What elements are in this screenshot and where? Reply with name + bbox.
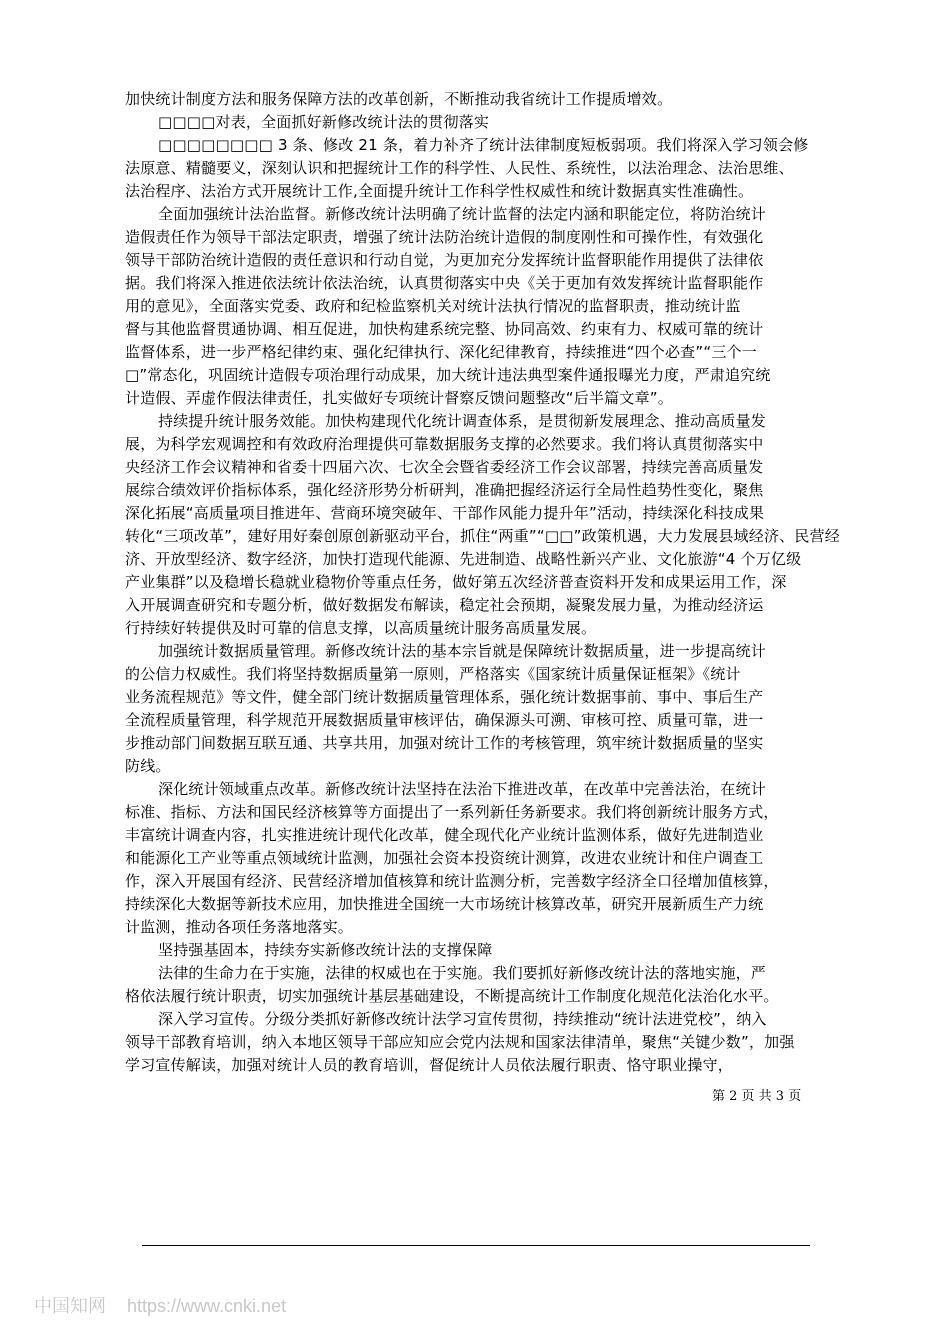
paragraph-line: 格依法履行统计职责，切实加强统计基层基础建设，不断提高统计工作制度化规范化法治化水平。 [125,987,779,1005]
paragraph-line: 深化拓展“高质量项目推进年、营商环境突破年、干部作风能力提升年”活动，持续深化科技成果 [125,504,765,522]
paragraph-line: 持续深化大数据等新技术应用，加快推进全国统一大市场统计核算改革，研究开展新质生产力统 [125,895,764,913]
paragraph-line: 防线。 [125,757,171,775]
page-number: 第 2 页 共 3 页 [712,1089,802,1104]
paragraph-line: 产业集群”以及稳增长稳就业稳物价等重点任务，做好第五次经济普查资料开发和成果运用工作，深 [125,573,787,591]
paragraph-line: 持续提升统计服务效能。加快构建现代化统计调查体系，是贯彻新发展理念、推动高质量发 [158,412,767,430]
paragraph-line: 深入学习宣传。分级分类抓好新修改统计法学习宣传贯彻，持续推动“统计法进党校”，纳入 [158,1010,767,1028]
section-heading: □□□□对表，全面抓好新修改统计法的贯彻落实 [158,113,490,131]
paragraph-line: 作，深入开展国有经济、民营经济增加值核算和统计监测分析，完善数字经济全口径增加值核算， [125,872,779,890]
paragraph-line: 标准、指标、方法和国民经济核算等方面提出了一系列新任务新要求。我们将创新统计服务方式， [125,803,779,821]
source-watermark [34,1293,286,1319]
paragraph-line: 计造假、弄虚作假法律责任，扎实做好专项统计督察反馈问题整改“后半篇文章”。 [125,389,673,407]
paragraph-line: 行持续好转提供及时可靠的信息支撑，以高质量统计服务高质量发展。 [125,619,597,637]
paragraph-line: 全流程质量管理，科学规范开展数据质量审核评估，确保源头可溯、审核可控、质量可靠，进一 [125,711,764,729]
paragraph-line: 业务流程规范》等文件，健全部门统计数据质量管理体系，强化统计数据事前、事中、事后生产 [125,688,764,706]
paragraph-line: □□□□□□□□ 3 条、修改 21 条，着力补齐了统计法律制度短板弱项。我们将深入学习领会修 [158,136,809,154]
paragraph-line: 督与其他监督贯通协调、相互促进，加快构建系统完整、协同高效、约束有力、权威可靠的统计 [125,320,764,338]
paragraph-line: 加快统计制度方法和服务保障方法的改革创新，不断推动我省统计工作提质增效。 [125,90,673,108]
paragraph-line: □”常态化，巩固统计造假专项治理行动成果，加大统计违法典型案件通报曝光力度，严肃追究统 [125,366,771,384]
paragraph-line: 深化统计领域重点改革。新修改统计法坚持在法治下推进改革，在改革中完善法治，在统计 [158,780,767,798]
paragraph-line: 法治程序、法治方式开展统计工作,全面提升统计工作科学性权威性和统计数据真实性准确性。 [125,182,754,200]
paragraph-line: 法原意、精髓要义，深刻认识和把握统计工作的科学性、人民性、系统性，以法治理念、法治思维、 [125,159,794,177]
paragraph-line: 据。我们将深入推进依法统计依法治统，认真贯彻落实中央《关于更加有效发挥统计监督职能作 [125,274,764,292]
paragraph-line: 展综合绩效评价指标体系，强化经济形势分析研判，准确把握经济运行全局性趋势性变化，聚焦 [125,481,764,499]
paragraph-line: 丰富统计调查内容，扎实推进统计现代化改革，健全现代化产业统计监测体系，做好先进制造业 [125,826,764,844]
paragraph-line: 加强统计数据质量管理。新修改统计法的基本宗旨就是保障统计数据质量，进一步提高统计 [158,642,767,660]
paragraph-line: 步推动部门间数据互联互通、共享共用，加强对统计工作的考核管理，筑牢统计数据质量的坚实 [125,734,764,752]
paragraph-line: 的公信力权威性。我们将坚持数据质量第一原则，严格落实《国家统计质量保证框架》《统计 [125,665,741,683]
paragraph-line: 领导干部防治统计造假的责任意识和行动自觉，为更加充分发挥统计监督职能作用提供了法律依 [125,251,764,269]
paragraph-line: 用的意见》，全面落实党委、政府和纪检监察机关对统计法执行情况的监督职责，推动统计监 [125,297,741,315]
section-heading: 坚持强基固本，持续夯实新修改统计法的支撑保障 [158,941,493,959]
paragraph-line: 计监测，推动各项任务落地落实。 [125,918,354,936]
footer-divider [142,1245,810,1246]
paragraph-line: 造假责任作为领导干部法定职责，增强了统计法防治统计造假的制度刚性和可操作性，有效强化 [125,228,764,246]
paragraph-line: 济、开放型经济、数字经济，加快打造现代能源、先进制造、战略性新兴产业、文化旅游“4 个万亿级 [125,550,802,568]
paragraph-line: 监督体系，进一步严格纪律约束、强化纪律执行、深化纪律教育，持续推进“四个必查”“三个一 [125,343,757,361]
paragraph-line: 学习宣传解读，加强对统计人员的教育培训，督促统计人员依法履行职责、恪守职业操守， [125,1056,734,1074]
watermark-url: https://www.cnki.net [127,1296,287,1316]
paragraph-line: 法律的生命力在于实施，法律的权威也在于实施。我们要抓好新修改统计法的落地实施，严 [158,964,767,982]
paragraph-line: 央经济工作会议精神和省委十四届六次、七次全会暨省委经济工作会议部署，持续完善高质量发 [125,458,764,476]
paragraph-line: 领导干部教育培训，纳入本地区领导干部应知应会党内法规和国家法律清单，聚焦“关键少数”，加强 [125,1033,795,1051]
paragraph-line: 入开展调查研究和专题分析，做好数据发布解读，稳定社会预期，凝聚发展力量，为推动经济运 [125,596,764,614]
paragraph-line: 展，为科学宏观调控和有效政府治理提供可靠数据服务支撑的必然要求。我们将认真贯彻落实中 [125,435,764,453]
paragraph-line: 和能源化工产业等重点领域统计监测，加强社会资本投资统计测算，改进农业统计和住户调查工 [125,849,764,867]
watermark-brand: 中国知网 [34,1296,106,1316]
paragraph-line: 转化“三项改革”，建好用好秦创原创新驱动平台，抓住“两重”“□□”政策机遇，大力发展县域经济、民营经 [125,527,840,545]
paragraph-line: 全面加强统计法治监督。新修改统计法明确了统计监督的法定内涵和职能定位，将防治统计 [158,205,767,223]
